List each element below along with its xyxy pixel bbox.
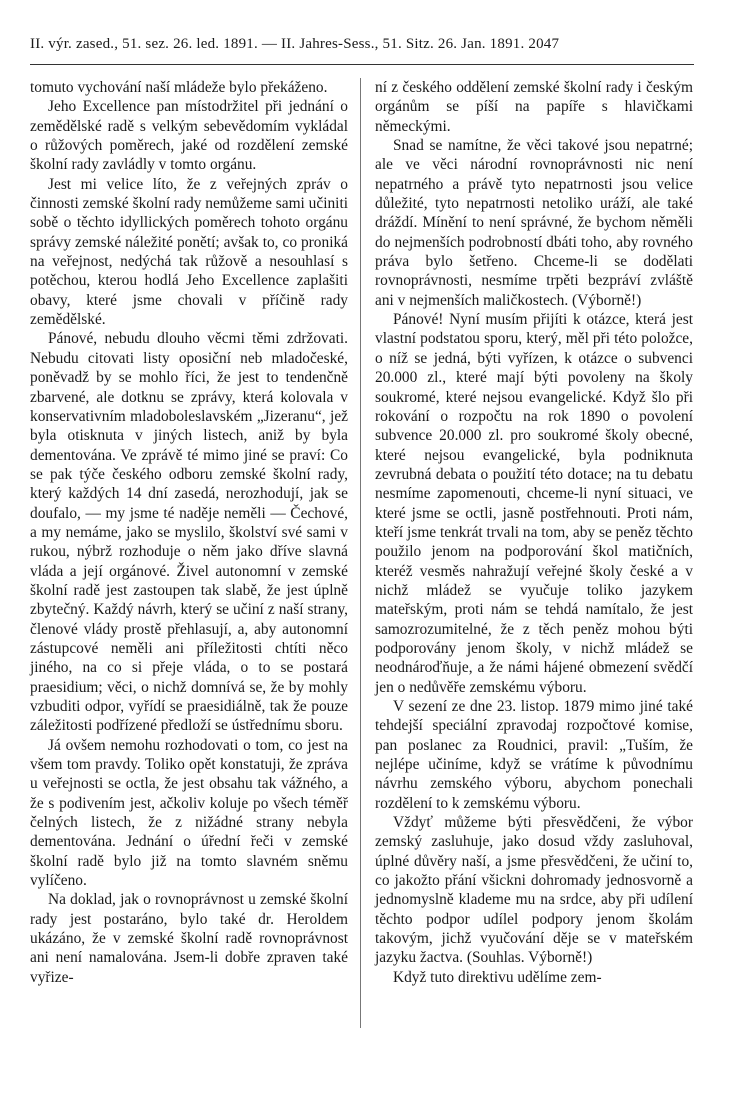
paragraph: Vždyť můžeme býti přesvědčeni, že výbor zemský zasluhuje, jako dosud vždy zasluhoval, úplné důvěry naší, a jsme přesvědčeni, že učiní to, co jakožto přání všickni dohromady jednosvorně a jednomyslně klademe mu na srdce, aby při udílení těchto podpor udílel podpory jenom školám takovým, jichž vyučování děje se v mateřském jazyku žactva. (Souhlas. Výborně!) (375, 814, 693, 967)
paragraph: Pánové, nebudu dlouho věcmi těmi zdržovati. Nebudu citovati listy oposiční neb mladočeské, poněvadž by se mohlo říci, že jest to tendenčně zbarvené, ale dotknu se zprávy, která kolovala v konservativním mladoboleslavském „Jizeranu“, jež byla otisknuta v jiných listech, aniž by byla dementována. Ve zprávě té mimo jiné se praví: Co se pak týče českého odboru zemské školní rady, který každých 14 dní zasedá, nerozhodují, jak se doufalo, — my jsme té naděje neměli — Čechové, a my nemáme, jako se myslilo, školství své sami v rukou, nýbrž rozhoduje o něm jako dříve slavná vláda a její orgánové. Živel autonomní v zemské školní radě jest zastoupen tak slabě, že jest úplně zbytečný. Každý návrh, který se učiní z naší strany, členové vlády prostě přehlasují, a, aby autonomní zástupcové neměli ani příležitosti chtíti něco jiného, na co si přeje vláda, o to se postará praesidium; věci, o nichž domnívá se, že by mohly vzbuditi odpor, vyřídí se praesidiálně, tak že pouze záležitosti podřízené předloží se ústřednímu sboru. (30, 330, 348, 735)
column-divider (360, 78, 361, 1028)
paragraph: V sezení ze dne 23. listop. 1879 mimo jiné také tehdejší speciální zpravodaj rozpočtové komise, pan poslanec za Roudnici, pravil: „Tuším, že nejlépe učiníme, když se vrátíme k původnímu návrhu zemského výboru, abychom ponechali rozdělení to k zemskému výboru. (375, 698, 693, 812)
paragraph: ní z českého oddělení zemské školní rady i českým orgánům se píší na papíře s hlavičkami německými. (375, 79, 693, 135)
paragraph: Na doklad, jak o rovnoprávnost u zemské školní rady jest postaráno, bylo také dr. Heroldem ukázáno, že v zemské školní radě rovnoprávnost ani není namalována. Jsem-li dobře zpraven také vyřize- (30, 891, 348, 986)
paragraph: tomuto vychování naší mládeže bylo překáženo. (30, 79, 328, 96)
right-column (375, 78, 693, 987)
paragraph: Já ovšem nemohu rozhodovati o tom, co jest na všem tom pravdy. Toliko opět konstatuji, že zpráva u veřejnosti se octla, že jest obsahu tak vážného, a že s podivením jest, ačkoliv koluje po všech téměř čelných listech, že z nižádné strany nebyla dementována. Jednání o úřední řeči v zemské školní radě bylo již na tomto slavném sněmu vylíčeno. (30, 736, 348, 890)
page-header: II. výr. zased., 51. sez. 26. led. 1891. — II. Jahres-Sess., 51. Sitz. 26. Jan. 1891. 2047 (30, 36, 560, 52)
paragraph: Jest mi velice líto, že z veřejných zpráv o činnosti zemské školní rady nemůžeme sami učiniti sobě o těchto idyllických poměrech tohoto orgánu správy zemské náležité ponětí; avšak to, co proniká na veřejnost, nedýchá tak růžově a nesouhlasí s potěchou, kterou hodlá Jeho Excellence zaplašiti obavy, které jsme chovali v příčině rady zemědělské. (30, 175, 348, 329)
paragraph: Jeho Excellence pan místodržitel při jednání o zemědělské radě s velkým sebevědomím vykládal o růžových poměrech, jaké od rozdělení zemské školní rady zavládly v tomto orgánu. (30, 98, 348, 174)
header-rule (30, 64, 694, 65)
paragraph: Snad se namítne, že věci takové jsou nepatrné; ale ve věci národní rovnoprávnosti nic není nepatrného a právě tyto nepatrnosti jsou velice důležité, tyto nepatrnosti netoliko uráží, ale také dráždí. Mínění to není správné, že bychom něměli do nejmenších podrobností dbáti toho, aby rovného práva bylo šetřeno. Chceme-li se dodělati rovnoprávnosti, nesmíme trpěti bezpráví zvláště ani v nejmenších maličkostech. (Výborně!) (375, 137, 693, 309)
paragraph: Když tuto direktivu udělíme zem- (393, 968, 602, 986)
paragraph: Pánové! Nyní musím přijíti k otázce, která jest vlastní podstatou sporu, který, měl při této položce, o níž se jedná, býti vyřízen, k otázce o subvenci 20.000 zl., které mají býti povoleny na školy soukromé, které nejsou evangelické. Když šlo při rokování o rozpočtu na rok 1890 o povolení subvence 20.000 zl. pro soukromé školy obecné, které nejsou evangelické, byla podniknuta zevrubná debata o použití této dotace; na tu debatu nesmíme zapomenouti, chceme-li nyní situaci, ve které jsme se octli, jasně postřehnouti. Proti nám, kteří jsme tenkrát trvali na tom, aby se peněz těchto použilo jenom na podporování škol matičních, kteréž vesměs nahražují veřejné školy české a v nichž mládež se vyučuje toliko jazykem mateřským, proti nám se tehdá namítalo, že jest samozrozumitelné, že z těch peněz mohou býti podporovány jenom školy, v nichž mládež se neodnároďňuje, a že námi hájené obmezení svědčí jen o nedůvěře zemskému výboru. (375, 311, 693, 696)
left-column (30, 78, 348, 987)
